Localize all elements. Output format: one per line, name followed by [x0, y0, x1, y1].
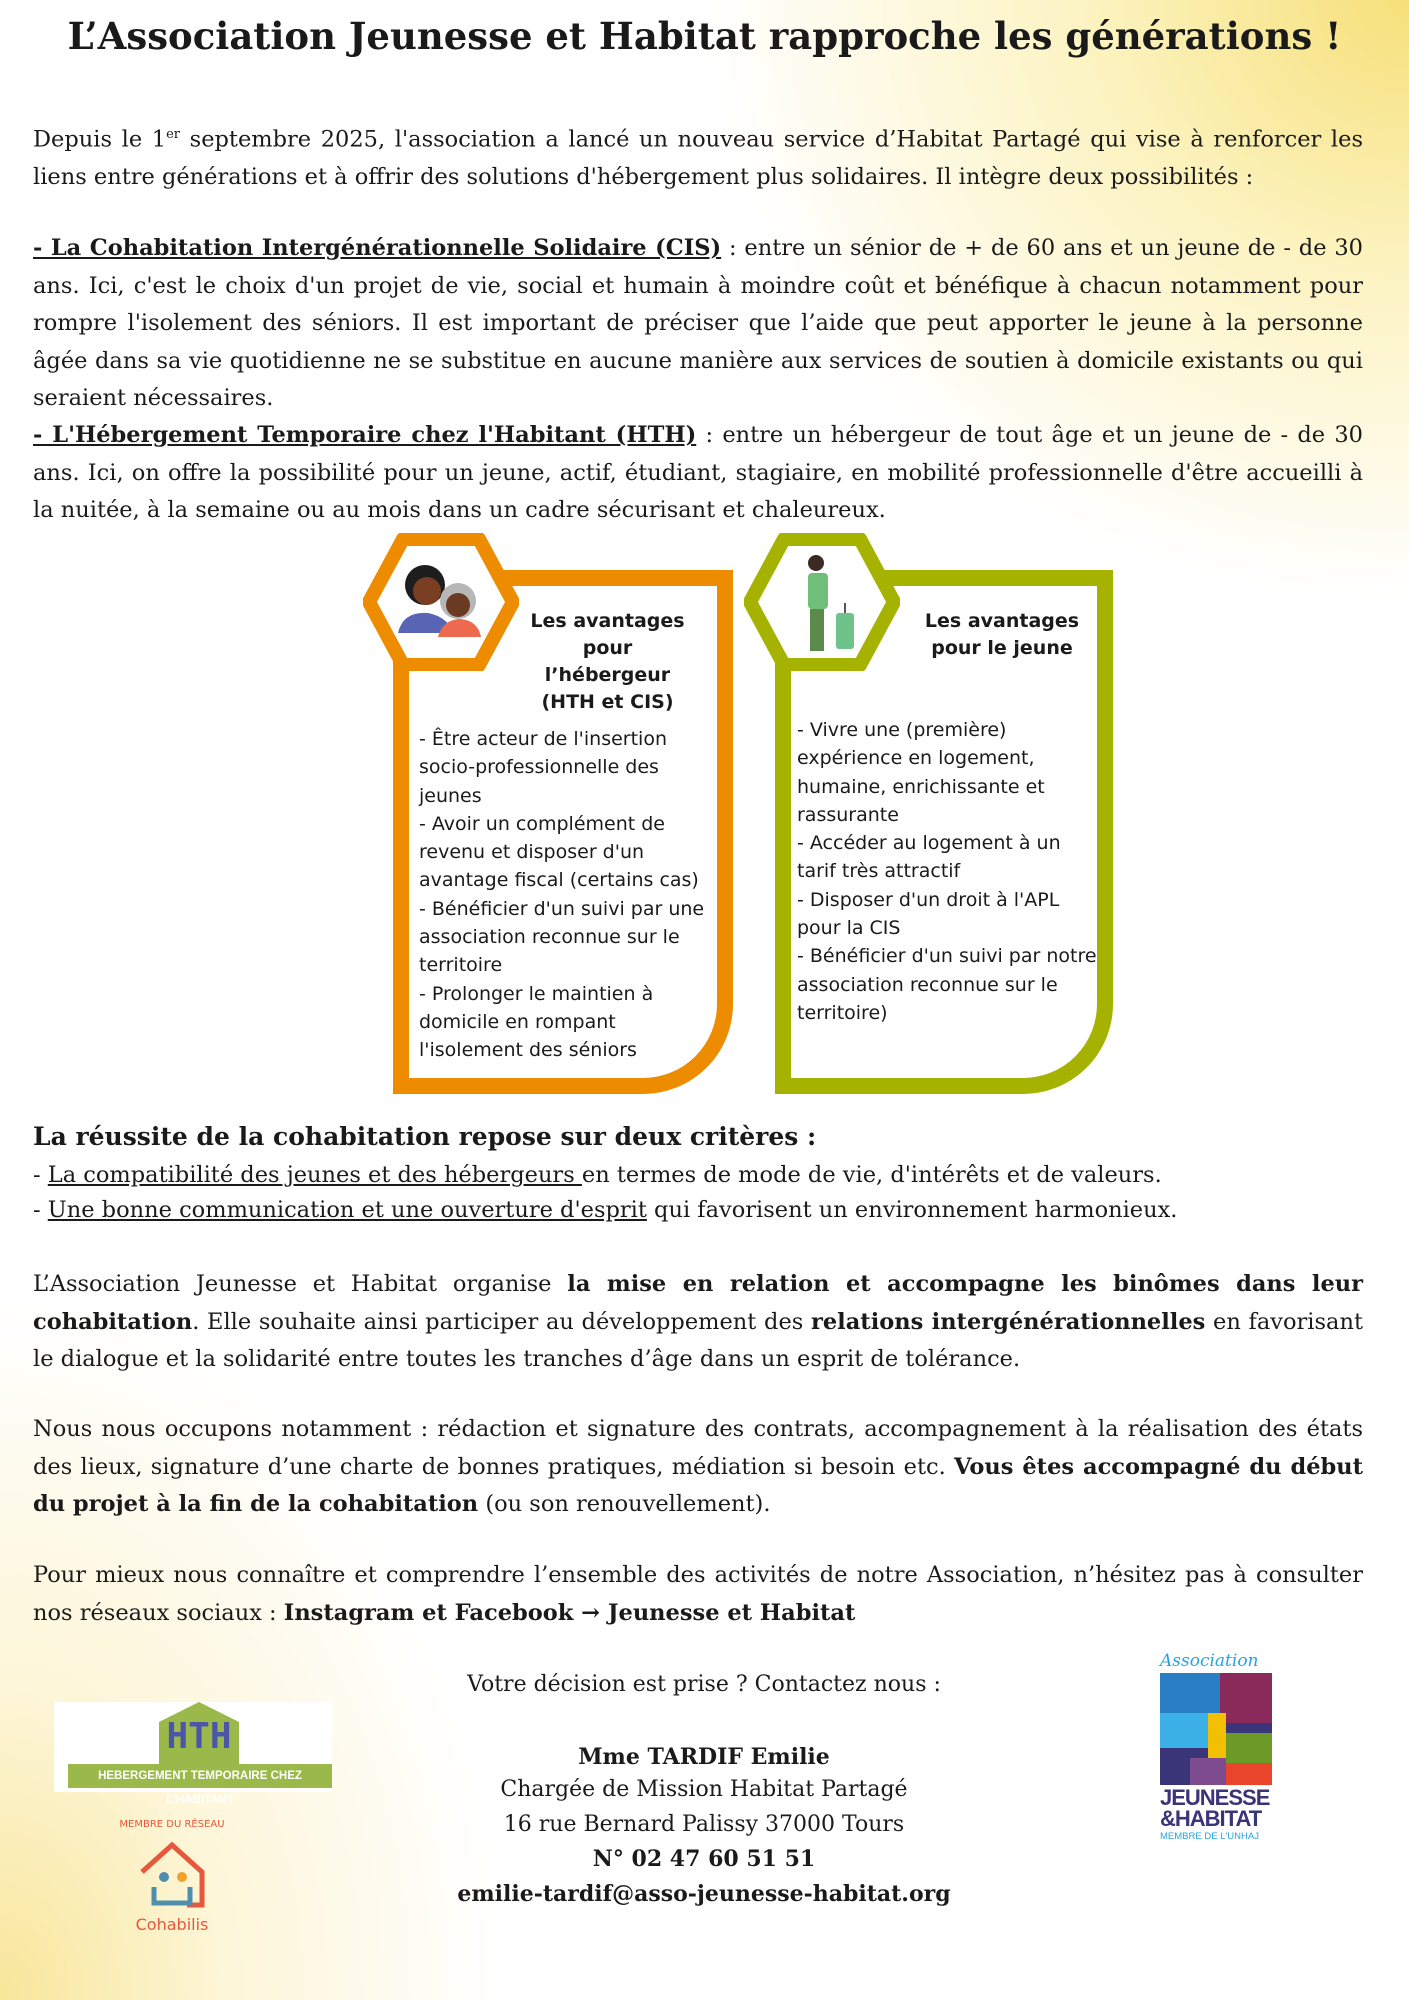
jeunesse-habitat-logo: Association JEUNESSE &HABITAT MEMBRE DE L'UNHAJ [1158, 1651, 1274, 1841]
cohabilis-logo: MEMBRE DU RÉSEAU Cohabilis [119, 1819, 225, 1934]
youth-benefits-list [797, 716, 1097, 1027]
services-paragraph: Nous nous occupons notamment : rédaction et signature des contrats, accompagnement à la réalisation des états des lieux, signature d’une charte de bonnes pratiques, médiation si besoin etc. Vous êtes accompagné du début du projet à la fin de la cohabitation (ou son renouvellement). [33, 1416, 1363, 1518]
list-item: - Vivre une (première) expérience en logement, humaine, enrichissante et rassurante [797, 719, 1045, 826]
hth-logo: HTH HEBERGEMENT TEMPORAIRE CHEZ L'HABITANT [54, 1702, 332, 1792]
list-item: - Prolonger le maintien à domicile en rompant l'isolement des séniors [419, 982, 654, 1062]
contact-email[interactable]: emilie-tardif@asso-jeunesse-habitat.org [457, 1881, 951, 1907]
list-item: - Avoir un complément de revenu et disposer d'un avantage fiscal (certains cas) [419, 812, 699, 892]
traveler-illustration-icon [744, 533, 900, 671]
social-networks-link[interactable]: Instagram et Facebook → Jeunesse et Habitat [283, 1599, 856, 1626]
hth-paragraph: - L'Hébergement Temporaire chez l'Habitant (HTH) : entre un hébergeur de tout âge et un jeune de - de 30 ans. Ici, on offre la possibilité pour un jeune, actif, étudiant, stagiaire, en mobilité professionnelle d'être accueilli à la nuitée, à la semaine ou au mois dans un cadre sécurisant et chaleureux. [33, 422, 1364, 524]
list-item: - Être acteur de l'insertion socio-professionnelle des jeunes [419, 728, 668, 807]
contact-name: Mme TARDIF Emilie [578, 1744, 830, 1770]
criteria-list [33, 1158, 1363, 1228]
youth-benefits-title: Les avantages pour le jeune [924, 610, 1080, 659]
list-item: - Bénéficier d'un suivi par notre association reconnue sur le territoire) [797, 945, 1097, 1024]
page-title: L’Association Jeunesse et Habitat rapproche les générations ! [67, 14, 1342, 58]
social-paragraph: Pour mieux nous connaître et comprendre l’ensemble des activités de notre Association, n’hésitez pas à consulter nos réseaux sociaux : Instagram et Facebook → Jeunesse et Habitat [33, 1562, 1363, 1626]
host-benefits-list [419, 725, 714, 1065]
contact-phone[interactable]: N° 02 47 60 51 51 [592, 1846, 816, 1872]
host-benefits-title: Les avantages pour l’hébergeur (HTH et CIS) [530, 610, 685, 713]
cis-label: - La Cohabitation Intergénérationnelle Solidaire (CIS) [33, 235, 722, 261]
criteria-item: - La compatibilité des jeunes et des hébergeurs en termes de mode de vie, d'intérêts et de valeurs. [33, 1162, 1162, 1188]
host-illustration-icon [363, 533, 519, 671]
contact-address: 16 rue Bernard Palissy 37000 Tours [503, 1812, 905, 1837]
contact-prompt: Votre décision est prise ? Contactez nous : [467, 1672, 941, 1697]
list-item: - Disposer d'un droit à l'APL pour la CIS [797, 888, 1060, 940]
hth-label: - L'Hébergement Temporaire chez l'Habitant (HTH) [33, 422, 697, 448]
matching-paragraph: L’Association Jeunesse et Habitat organise la mise en relation et accompagne les binômes dans leur cohabitation. Elle souhaite ainsi participer au développement des relations intergénérationnelles en favorisant le dialogue et la solidarité entre toutes les tranches d’âge dans un esprit de tolérance. [33, 1271, 1363, 1373]
intro-paragraph: Depuis le 1er septembre 2025, l'association a lancé un nouveau service d’Habitat Partagé qui vise à renforcer les liens entre générations et à offrir des solutions d'hébergement plus solidaires. Il intègre deux possibilités : [33, 126, 1363, 191]
criteria-heading: La réussite de la cohabitation repose sur deux critères : [33, 1122, 817, 1151]
list-item: - Bénéficier d'un suivi par une association reconnue sur le territoire [419, 897, 705, 977]
contact-role: Chargée de Mission Habitat Partagé [500, 1777, 908, 1802]
list-item: - Accéder au logement à un tarif très attractif [797, 832, 1061, 883]
criteria-item: - Une bonne communication et une ouverture d'esprit qui favorisent un environnement harmonieux. [33, 1197, 1178, 1223]
cis-paragraph: - La Cohabitation Intergénérationnelle Solidaire (CIS) : entre un sénior de + de 60 ans et un jeune de - de 30 ans. Ici, c'est le choix d'un projet de vie, social et humain à moindre coût et bénéfique à chacun notamment pour rompre l'isolement des séniors. Il est important de préciser que l’aide que peut apporter le jeune à la personne âgée dans sa vie quotidienne ne se substitue en aucune manière aux services de soutien à domicile existants ou qui seraient nécessaires. [33, 235, 1363, 412]
